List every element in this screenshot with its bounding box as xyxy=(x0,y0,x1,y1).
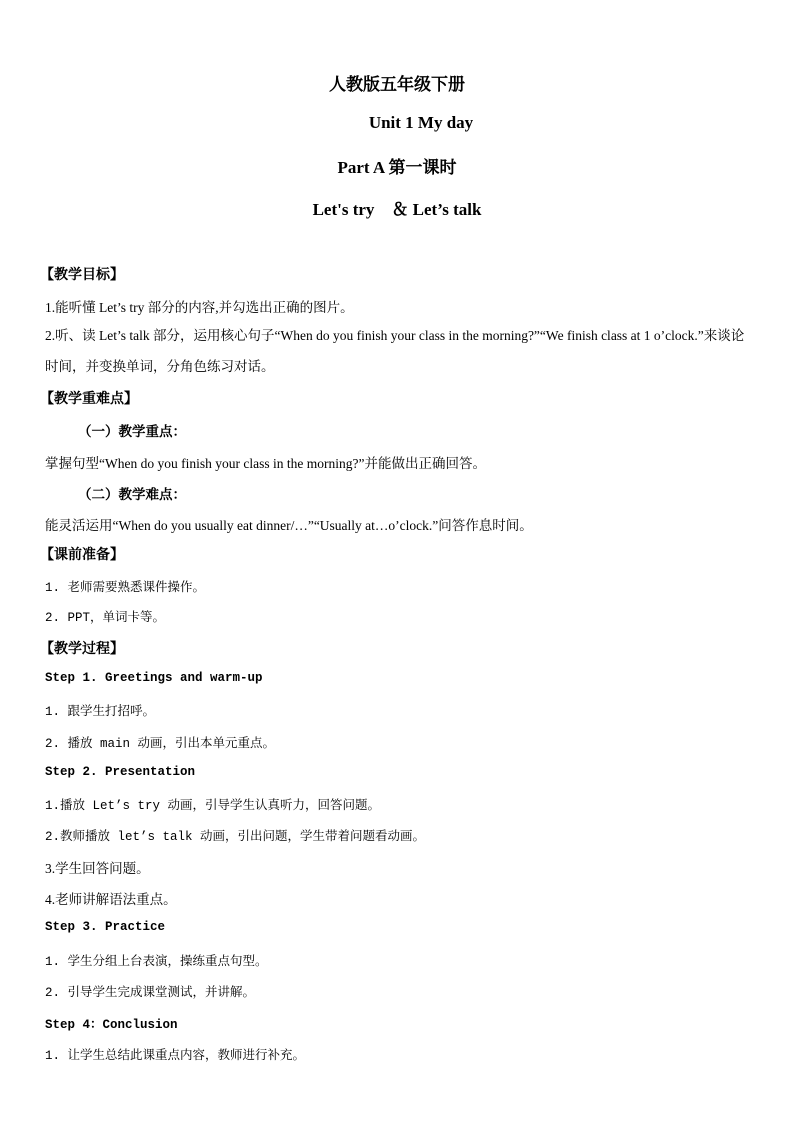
step-title: Step 4：Conclusion xyxy=(45,1018,178,1032)
step-item: 1.播放 Let’s try 动画，引导学生认真听力，回答问题。 xyxy=(45,799,381,813)
step-item: 1. 让学生总结此课重点内容，教师进行补充。 xyxy=(45,1049,306,1063)
step-title: Step 1. Greetings and warm-up xyxy=(45,671,263,685)
process-heading: 【教学过程】 xyxy=(40,642,124,657)
part-title: Part A 第一课时 xyxy=(337,158,457,177)
focus-label: （一）教学重点： xyxy=(78,424,186,439)
objectives-heading: 【教学目标】 xyxy=(40,268,124,283)
document-title: 人教版五年级下册 xyxy=(329,75,465,94)
objective-item: 2.听、读 Let’s talk 部分，运用核心句子“When do you finish your class in the morning?”“We finish class at 1 o’clock.”来谈论时间，并变换单词，分角色练习对话。 xyxy=(45,328,745,374)
difficulty-label: （二）教学难点： xyxy=(78,487,186,502)
preparation-heading: 【课前准备】 xyxy=(40,548,124,563)
step-item: 1. 跟学生打招呼。 xyxy=(45,705,156,719)
preparation-item: 1. 老师需要熟悉课件操作。 xyxy=(45,581,206,595)
step-title: Step 3. Practice xyxy=(45,920,166,934)
step-item: 2.教师播放 let’s talk 动画，引出问题，学生带着问题看动画。 xyxy=(45,830,426,844)
step-item: 2. 播放 main 动画，引出本单元重点。 xyxy=(45,737,276,751)
step-title: Step 2. Presentation xyxy=(45,765,196,779)
step-item: 2. 引导学生完成课堂测试，并讲解。 xyxy=(45,986,256,1000)
step-item: 4.老师讲解语法重点。 xyxy=(45,892,177,907)
lesson-title: Let's try ＆ Let’s talk xyxy=(312,200,482,219)
step-item: 1. 学生分组上台表演，操练重点句型。 xyxy=(45,955,268,969)
difficulty-text: 能灵活运用“When do you usually eat dinner/…”“Usually at…o’clock.”问答作息时间。 xyxy=(45,518,533,533)
unit-title: Unit 1 My day xyxy=(368,113,474,132)
step-item: 3.学生回答问题。 xyxy=(45,861,150,876)
key-points-heading: 【教学重难点】 xyxy=(40,392,138,407)
preparation-item: 2. PPT，单词卡等。 xyxy=(45,611,166,625)
objective-item: 1.能听懂 Let’s try 部分的内容,并勾选出正确的图片。 xyxy=(45,300,354,315)
focus-text: 掌握句型“When do you finish your class in the morning?”并能做出正确回答。 xyxy=(45,456,486,471)
